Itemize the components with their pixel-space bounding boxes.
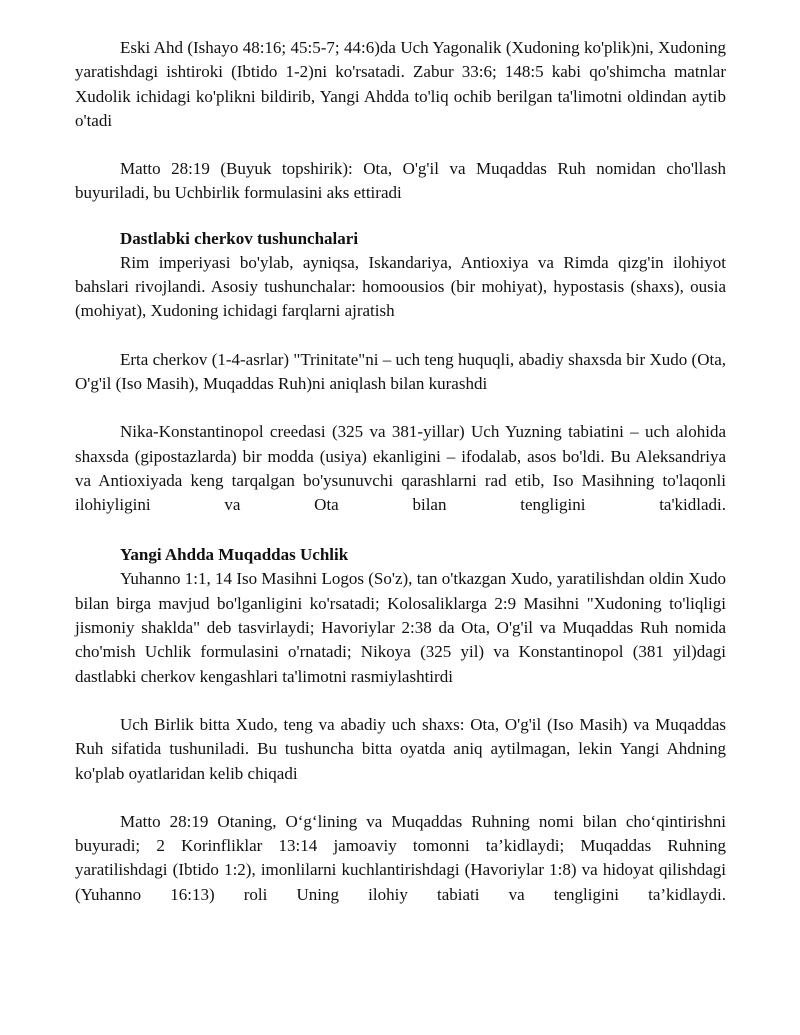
intro-paragraph-2: Matto 28:19 (Buyuk topshirik): Ota, O'g'il va Muqaddas Ruh nomidan cho'llash buyuriladi, bu Uchbirlik formulasini aks ettiradi <box>75 159 726 203</box>
section-heading-early-church: Dastlabki cherkov tushunchalari <box>120 228 359 248</box>
intro-paragraph-1: Eski Ahd (Ishayo 48:16; 45:5-7; 44:6)da Uch Yagonalik (Xudoning ko'plik)ni, Xudoning yaratishdagi ishtiroki (Ibtido 1-2)ni ko'rsatadi. Zabur 33:6; 148:5 kabi qo'shimcha matnlar Xudolik ichidagi ko'plikni bildirib, Yangi Ahdda to'liq ochib berilgan ta'limotni oldindan aytib o'tadi <box>75 38 726 130</box>
section2-paragraph-1: Yuhanno 1:1, 14 Iso Masihni Logos (So'z), tan o'tkazgan Xudo, yaratilishdan oldin Xudo bilan birga mavjud bo'lganligini ko'rsatadi; Kolosaliklarga 2:9 Masihni "Xudoning to'liqligi jismoniy shaklda" deb tasvirlaydi; Havoriylar 2:38 da Ota, O'g'il va Muqaddas Ruh nomida cho'mish Uchlik formulasini o'rnatadi; Nikoya (325 yil) va Konstantinopol (381 yil)dagi dastlabki cherkov kengashlari ta'limotni rasmiylashtirdi <box>75 569 726 686</box>
section1-paragraph-2: Erta cherkov (1-4-asrlar) "Trinitate"ni – uch teng huquqli, abadiy shaxsda bir Xudo (Ota, O'g'il (Iso Masih), Muqaddas Ruh)ni aniqlash bilan kurashdi <box>75 349 726 393</box>
section1-paragraph-3: Nika-Konstantinopol creedasi (325 va 381-yillar) Uch Yuzning tabiatini – uch alohida shaxsda (gipostazlarda) bir modda (usiya) ekanligini – ifodalab, asos bo'ldi. Bu Aleksandriya va Antioxiyada keng tarqalgan bo'ysunuvchi qarashlarni rad etib, Iso Masihning to'laqonli ilohiyligini va Ota bilan tengligini ta'kidladi. <box>75 422 726 515</box>
section1-paragraph-1: Rim imperiyasi bo'ylab, ayniqsa, Iskandariya, Antioxiya va Rimda qizg'in ilohiyot bahslari rivojlandi. Asosiy tushunchalar: homoousios (bir mohiyat), hypostasis (shaxs), ousia (mohiyat), Xudoning ichidagi farqlarni ajratish <box>75 252 726 321</box>
section-heading-new-testament: Yangi Ahdda Muqaddas Uchlik <box>120 545 349 565</box>
section2-paragraph-2: Uch Birlik bitta Xudo, teng va abadiy uch shaxs: Ota, O'g'il (Iso Masih) va Muqaddas Ruh sifatida tushuniladi. Bu tushuncha bitta oyatda aniq aytilmagan, lekin Yangi Ahdning ko'plab oyatlaridan kelib chiqadi <box>75 714 726 783</box>
section2-paragraph-3: Matto 28:19 Otaning, O‘g‘lining va Muqaddas Ruhning nomi bilan cho‘qintirishni buyuradi; 2 Korinfliklar 13:14 jamoaviy tomonni ta’kidlaydi; Muqaddas Ruhning yaratilishdagi (Ibtido 1:2), imonlilarni kuchlantirishdagi (Havoriylar 1:8) va hidoyat qilishdagi (Yuhanno 16:13) roli Uning ilohiy tabiati va tengligini ta’kidlaydi. <box>75 811 726 904</box>
document-page <box>75 36 726 907</box>
